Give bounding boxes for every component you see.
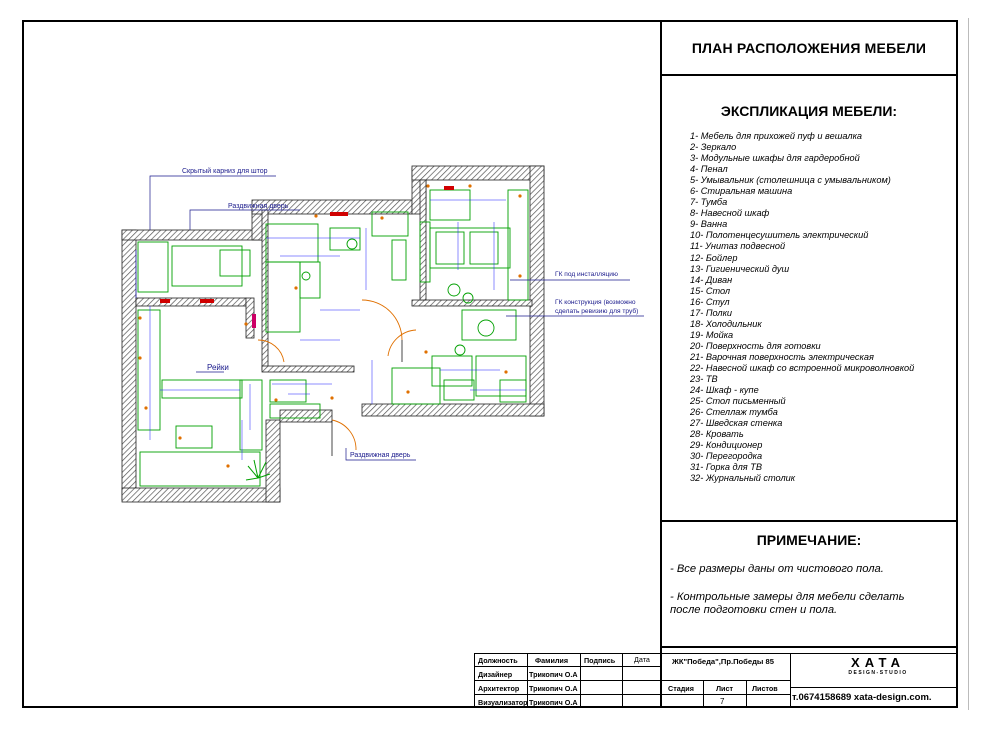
wardrobe-hall <box>266 224 318 262</box>
stamp-sheet-number: 7 <box>720 697 725 706</box>
explication-item: 30- Перегородка <box>690 451 763 462</box>
wall-bottom-left <box>122 488 280 502</box>
label-sliding-door-top: Раздвижная дверь <box>228 203 289 210</box>
notes-heading: ПРИМЕЧАНИЕ: <box>756 532 862 548</box>
wall-bottom-step <box>266 420 280 502</box>
explication-list <box>690 131 914 485</box>
label-gk-construction-1: ГК конструкция (возможно <box>555 299 636 306</box>
outlets <box>138 184 521 467</box>
note-line-2b: после подготовки стен и пола. <box>670 604 838 616</box>
explication-item: 3- Модульные шкафы для гардеробной <box>690 153 860 164</box>
label-leaders <box>150 176 644 460</box>
explication-item: 18- Холодильник <box>690 318 762 329</box>
explication-item: 16- Стул <box>690 296 730 307</box>
stamp-contact: т.0674158689 xata-design.com. <box>792 692 932 703</box>
note-line-1: - Все размеры даны от чистового пола. <box>670 563 884 575</box>
stamp-r2-name: Трикопич О.А <box>529 684 578 693</box>
explication-item: 9- Ванна <box>690 219 728 230</box>
stamp-h-date: Дата <box>634 655 650 664</box>
explication-item: 6- Стиральная машина <box>690 186 793 197</box>
stamp-address: ЖК"Победа",Пр.Победы 85 <box>672 657 774 666</box>
explication-heading: ЭКСПЛИКАЦИЯ МЕБЕЛИ: <box>720 103 898 119</box>
explication-item: 23- ТВ <box>690 374 718 385</box>
explication-item: 19- Мойка <box>690 329 734 340</box>
explication-item: 27- Шведская стенка <box>690 418 783 429</box>
stamp-h-surname: Фамилия <box>535 656 569 665</box>
explication-item: 21- Варочная поверхность электрическая <box>690 351 874 362</box>
explication-item: 8- Навесной шкаф <box>690 208 770 219</box>
label-sliding-door-bottom: Раздвижная дверь <box>350 452 411 459</box>
explication-item: 29- Кондиционер <box>690 440 763 451</box>
title-box <box>660 20 958 76</box>
xata-logo-subtitle: DESIGN-STUDIO <box>848 670 908 676</box>
xata-logo: ХАТА <box>851 655 905 670</box>
stamp-r3-role: Визуализатор <box>478 698 528 707</box>
inner-wall-3 <box>262 210 268 370</box>
inner-wall-4 <box>262 366 354 372</box>
label-gk-construction-2: сделать ревизию для труб) <box>555 308 639 315</box>
explication-item: 12- Бойлер <box>690 252 738 263</box>
stamp-r3-name: Трикопич О.А <box>529 698 578 707</box>
sofa-left <box>138 242 168 292</box>
explication-item: 24- Шкаф - купе <box>690 385 759 396</box>
stamp-r2-role: Архитектор <box>478 684 520 693</box>
explication-item: 1- Мебель для прихожей пуф и вешалка <box>690 131 863 141</box>
explication-item: 32- Журнальный столик <box>690 473 796 484</box>
wall-right <box>530 166 544 416</box>
stamp-h-position: Должность <box>478 656 518 665</box>
stamp-sheets: Листов <box>752 684 778 693</box>
explication-item: 5- Умывальник (столешница с умывальником) <box>690 175 891 186</box>
explication-item: 7- Тумба <box>690 197 728 208</box>
explication-item: 14- Диван <box>690 274 733 285</box>
explication-item: 11- Унитаз подвесной <box>690 241 786 252</box>
label-curtain: Скрытый карниз для штор <box>182 168 268 175</box>
wall-top-left <box>122 230 264 240</box>
wall-top-right <box>412 166 544 180</box>
explication-item: 10- Полотенцесушитель электрический <box>690 230 869 241</box>
wardrobe-left <box>138 310 160 430</box>
label-rails: Рейки <box>207 363 229 372</box>
explication-item: 13- Гигиенический душ <box>690 263 790 274</box>
explication-item: 15- Стол <box>690 285 731 296</box>
stamp-stage: Стадия <box>668 684 694 693</box>
stamp-h-sign: Подпись <box>584 656 616 665</box>
coffee-table <box>176 426 212 448</box>
explication-item: 2- Зеркало <box>690 142 737 153</box>
notes-box <box>660 520 958 648</box>
stamp-sheet: Лист <box>716 684 733 693</box>
page-title: ПЛАН РАСПОЛОЖЕНИЯ МЕБЕЛИ <box>691 40 927 56</box>
label-gk-install: ГК под инсталляцию <box>555 271 618 278</box>
explication-item: 25- Стол письменный <box>690 396 786 407</box>
explication-item: 28- Кровать <box>690 429 744 440</box>
explication-item: 22- Навесной шкаф со встроенной микроволновкой <box>690 362 915 373</box>
wall-bottom-right <box>362 404 544 416</box>
kitchen-counter <box>508 190 528 300</box>
explication-item: 17- Полки <box>690 307 733 318</box>
stamp-r1-name: Трикопич О.А <box>529 670 578 679</box>
explication-item: 4- Пенал <box>690 164 728 175</box>
inner-wall-1 <box>136 298 246 306</box>
explication-item: 20- Поверхность для готовки <box>690 340 821 351</box>
fridge <box>430 190 470 220</box>
stamp-r1-role: Дизайнер <box>478 670 513 679</box>
desk <box>162 380 242 398</box>
wall-bottom-mid <box>280 410 332 422</box>
bed-top <box>172 246 242 286</box>
explication-item: 26- Стеллаж тумба <box>690 407 778 418</box>
explication-item: 31- Горка для ТВ <box>690 462 762 473</box>
note-line-2a: - Контрольные замеры для мебели сделать <box>670 591 905 603</box>
wall-left <box>122 230 136 500</box>
